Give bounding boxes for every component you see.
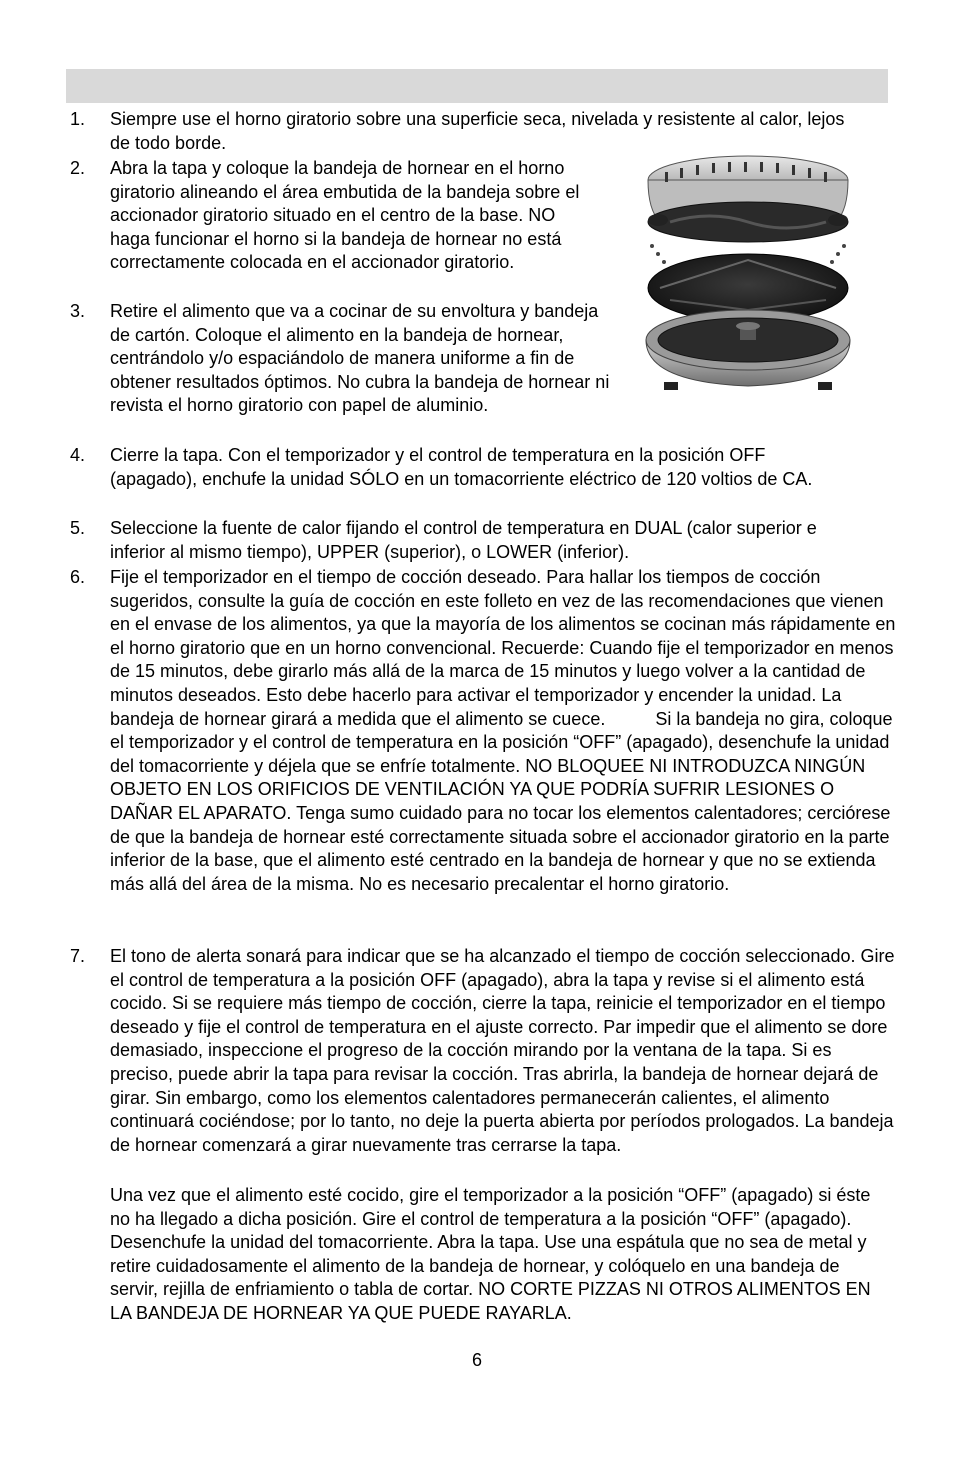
page-number: 6 — [471, 1350, 482, 1370]
section-header-bar — [66, 69, 888, 103]
item-number: 3. — [70, 301, 86, 321]
item-text: Retire el alimento que va a cocinar de su envoltura y bandeja de cartón. Coloque el alimento en la bandeja de hornear, centrándolo y/o espaciándolo de manera uniforme a fin de obtener resultados óptimos. No cubra la bandeja de hornear ni revista el horno giratorio con papel de aluminio. — [110, 301, 610, 416]
item-number: 7. — [70, 946, 86, 966]
list-item — [0, 566, 954, 944]
item-number: 5. — [70, 518, 86, 538]
list-item — [0, 108, 954, 156]
list-item — [0, 444, 954, 516]
item-text: Fije el temporizador en el tiempo de cocción deseado. Para hallar los tiempos de cocción sugeridos, consulte la guía de cocción en este folleto en vez de las recomendaciones que vienen en el envase de los alimentos, ya que la mayoría de los alimentos se cocinan más rápidamente en el horno giratorio que en un horno convencional. Recuerde: Cuando fije el temporizador en menos de 15 minutos, debe girarlo más allá de la marca de 15 minutos y luego volver a la cantidad de minutos deseados. Esto debe hacerlo para activar el temporizador y encender la unidad. La bandeja de hornear girará a medida que el alimento se cuece. Si la bandeja no gira, coloque el temporizador y el control de temperatura en la posición “OFF” (apagado), desenchufe la unidad del tomacorriente y déjela que se enfríe totalmente. NO BLOQUEE NI INTRODUZCA NINGÚN OBJETO EN LOS ORIFICIOS DE VENTILACIÓN YA QUE PODRÍA SUFRIR LESIONES O DAÑAR EL APARATO. Tenga sumo cuidado para no tocar los elementos calentadores; cerciórese de que la bandeja de hornear esté correctamente situada sobre el accionador giratorio en la parte inferior de la base, que el alimento esté centrado en la bandeja de hornear y que no se extienda más allá del área de la misma. No es necesario precalentar el horno giratorio. — [110, 567, 901, 894]
item-number: 1. — [70, 109, 86, 129]
list-item — [0, 945, 954, 1181]
item-number: 2. — [70, 158, 86, 178]
item-number: 6. — [70, 567, 86, 587]
item-text: Seleccione la fuente de calor fijando el control de temperatura en DUAL (calor superior e inferior al mismo tiempo), UPPER (superior), o LOWER (inferior). — [110, 518, 817, 562]
item-text: El tono de alerta sonará para indicar que se ha alcanzado el tiempo de cocción seleccionado. Gire el control de temperatura a la posición OFF (apagado), abra la tapa y revise si el alimento está cocido. Si se requiere más tiempo de cocción, cierre la tapa, reinicie el temporizador en el tiempo deseado y fije el control de temperatura en el ajuste correcto. Par impedir que el alimento se dore demasiado, inspeccione el progreso de la cocción mirando por la ventana de la tapa. Si es preciso, puede abrir la tapa para revisar la cocción. Tras abrirla, la bandeja de hornear dejará de girar. Sin embargo, como los elementos calentadores permanecerán calientes, el alimento continuará cociéndose; por lo tanto, no deje la puerta abierta por períodos prologados. La bandeja de hornear comenzará a girar nuevamente tras cerrarse la tapa. — [110, 946, 895, 1155]
item-text: Abra la tapa y coloque la bandeja de hornear en el horno giratorio alineando el área embutida de la bandeja sobre el accionador giratorio situado en el centro de la base. NO haga funcionar el horno si la bandeja de hornear no está correctamente colocada en el accionador giratorio. — [110, 158, 580, 273]
item-text: Cierre la tapa. Con el temporizador y el control de temperatura en la posición OFF (apagado), enchufe la unidad SÓLO en un tomacorriente eléctrico de 120 voltios de CA. — [110, 445, 813, 489]
closing-paragraph: Una vez que el alimento esté cocido, gire el temporizador a la posición “OFF” (apagado) si éste no ha llegado a dicha posición. Gire el control de temperatura a la posición “OFF” (apagado). Desenchufe la unidad del tomacorriente. Abra la tapa. Use una espátula que no sea de metal y retire cuidadosamente el alimento de la bandeja de hornear, y colóquelo en una bandeja de servir, rejilla de enfriamiento o tabla de cortar. NO CORTE PIZZAS NI OTROS ALIMENTOS EN LA BANDEJA DE HORNEAR YA QUE PUEDE RAYARLA. — [110, 1185, 871, 1323]
item-text: Siempre use el horno giratorio sobre una superficie seca, nivelada y resistente al calor, lejos de todo borde. — [110, 109, 845, 153]
oven-product-image — [630, 150, 868, 400]
list-item — [0, 517, 954, 565]
item-number: 4. — [70, 445, 86, 465]
